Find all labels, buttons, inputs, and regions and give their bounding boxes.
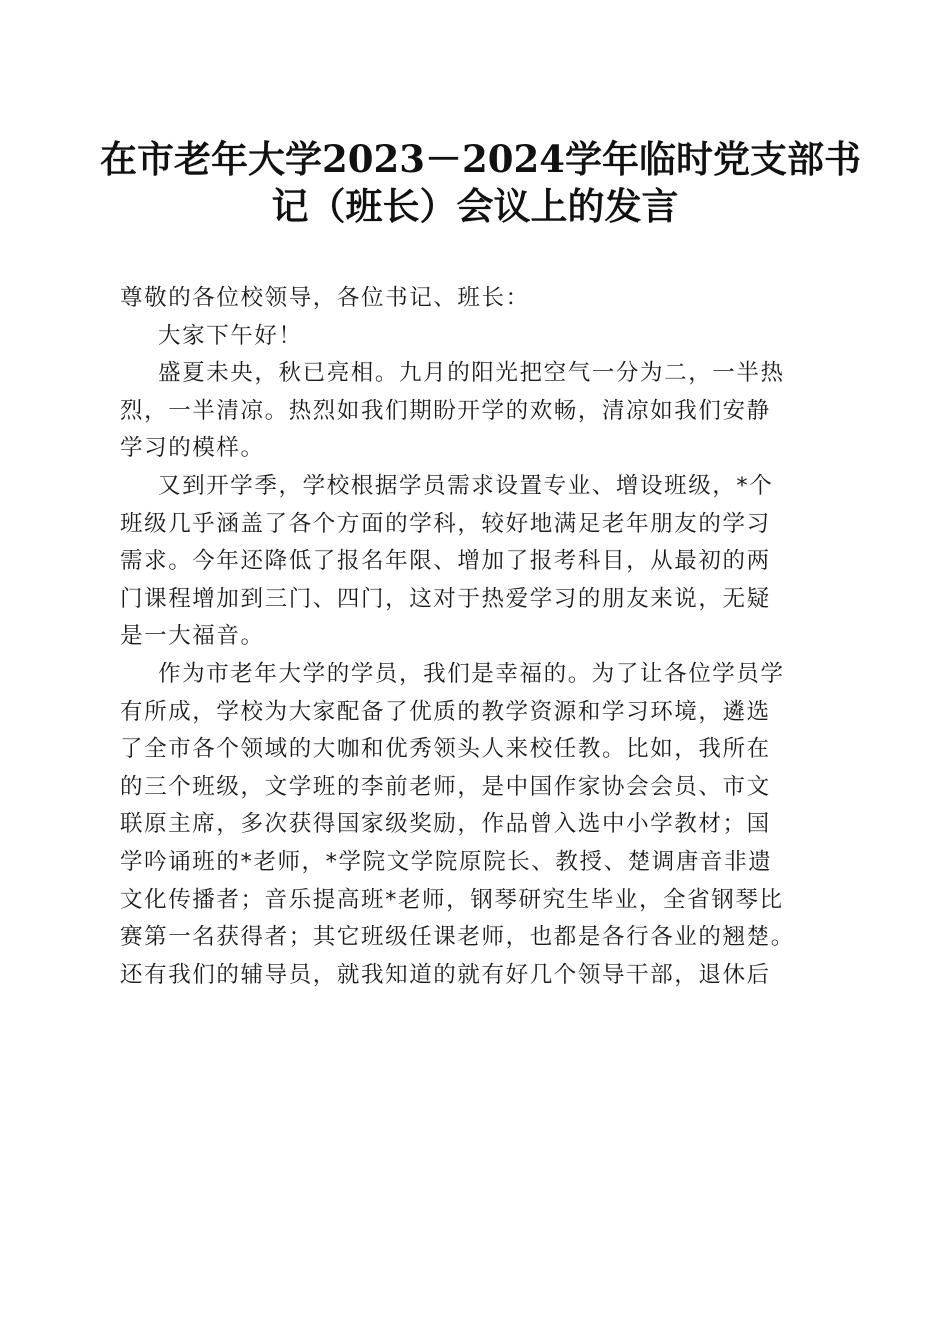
greeting: 大家下午好！ [158,322,303,349]
paragraph-line: 门课程增加到三门、四门，这对于热爱学习的朋友来说，无疑 [120,585,771,612]
title-line-2: 记（班长）会议上的发言 [271,184,679,228]
paragraph-line: 烈，一半清凉。热烈如我们期盼开学的欢畅，清凉如我们安静 [120,397,771,424]
salutation: 尊敬的各位校领导，各位书记、班长： [120,285,530,311]
paragraph-line: 联原主席，多次获得国家级奖励，作品曾入选中小学教材；国 [120,811,771,838]
paragraph-line: 了全市各个领域的大咖和优秀领头人来校任教。比如，我所在 [120,736,771,763]
paragraph-line: 班级几乎涵盖了各个方面的学科，较好地满足老年朋友的学习 [120,510,771,537]
paragraph-line: 需求。今年还降低了报名年限、增加了报考科目，从最初的两 [120,548,771,575]
title-line-1: 在市老年大学2023－2024学年临时党支部书 [100,137,861,181]
paragraph-line: 赛第一名获得者；其它班级任课老师，也都是各行各业的翘楚。 [120,924,795,951]
paragraph-line: 作为市老年大学的学员，我们是幸福的。为了让各位学员学 [158,660,785,687]
paragraph-line: 还有我们的辅导员，就我知道的就有好几个领导干部，退休后 [120,961,771,988]
paragraph-line: 盛夏未央，秋已亮相。九月的阳光把空气一分为二，一半热 [158,360,785,387]
document-title [100,136,861,230]
paragraph-line: 是一大福音。 [120,623,265,650]
paragraph-line: 文化传播者；音乐提高班*老师，钢琴研究生毕业，全省钢琴比 [120,886,784,913]
paragraph-2 [120,468,840,656]
document-body [120,280,840,994]
paragraph-3 [120,656,840,994]
paragraph-line: 有所成，学校为大家配备了优质的教学资源和学习环境，遴选 [120,698,771,725]
paragraph-line: 的三个班级，文学班的李前老师，是中国作家协会会员、市文 [120,773,771,800]
paragraph-line: 学习的模样。 [120,435,265,462]
paragraph-line: 学吟诵班的*老师，*学院文学院原院长、教授、楚调唐音非遗 [120,848,773,875]
paragraph-line: 又到开学季，学校根据学员需求设置专业、增设班级，*个 [158,472,774,499]
paragraph-1 [120,355,840,468]
